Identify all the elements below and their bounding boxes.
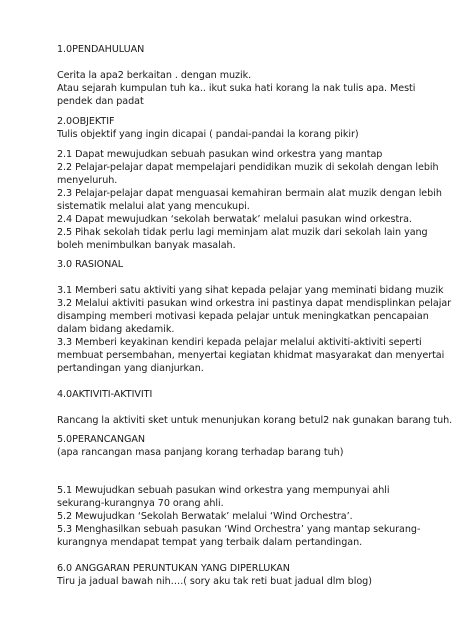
document-line: Cerita la apa2 berkaitan . dengan muzik. xyxy=(57,70,252,81)
document-line: 2.2 Pelajar-pelajar dapat mempelajari pendidikan muzik di sekolah dengan lebih xyxy=(57,162,439,173)
document-line: 3.2 Melalui aktiviti pasukan wind orkestra ini pastinya dapat mendisplinkan pelajar xyxy=(57,298,452,309)
document-line: 5.2 Mewujudkan ‘Sekolah Berwatak’ melalui ‘Wind Orchestra’. xyxy=(57,511,353,522)
document-line: menyeluruh. xyxy=(57,175,118,186)
document-line: 3.3 Memberi keyakinan kendiri kepada pelajar melalui aktiviti-aktiviti seperti xyxy=(57,337,422,348)
document-line: 5.1 Mewujudkan sebuah pasukan wind orkestra yang mempunyai ahli xyxy=(57,485,390,496)
document-line: 6.0 ANGGARAN PERUNTUKAN YANG DIPERLUKAN xyxy=(57,563,290,574)
document-line: 4.0AKTIVITI-AKTIVITI xyxy=(57,389,153,400)
document-line: Atau sejarah kumpulan tuh ka.. ikut suka hati korang la nak tulis apa. Mesti xyxy=(57,83,416,94)
document-line: dalam bidang akedamik. xyxy=(57,324,175,335)
document-line: Rancang la aktiviti sket untuk menunjukan korang betul2 nak gunakan barang tuh. xyxy=(57,415,453,426)
document-line: 2.1 Dapat mewujudkan sebuah pasukan wind orkestra yang mantap xyxy=(57,149,383,160)
document-line: boleh menimbulkan banyak masalah. xyxy=(57,240,236,251)
document-line: Tiru ja jadual bawah nih….( sory aku tak reti buat jadual dlm blog) xyxy=(57,576,372,587)
document-line: 3.0 RASIONAL xyxy=(57,259,124,270)
document-line: (apa rancangan masa panjang korang terhadap barang tuh) xyxy=(57,447,344,458)
document-line: 2.5 Pihak sekolah tidak perlu lagi meminjam alat muzik dari sekolah lain yang xyxy=(57,227,428,238)
document-line: 1.0PENDAHULUAN xyxy=(57,44,145,55)
document-line: 5.3 Menghasilkan sebuah pasukan ‘Wind Orchestra’ yang mantap sekurang- xyxy=(57,524,421,535)
document-line: 3.1 Memberi satu aktiviti yang sihat kepada pelajar yang meminati bidang muzik xyxy=(57,285,444,296)
document-line: sekurang-kurangnya 70 orang ahli. xyxy=(57,498,224,509)
document-line: 5.0PERANCANGAN xyxy=(57,434,146,445)
document-line: pertandingan yang dianjurkan. xyxy=(57,363,204,374)
document-line: kurangnya mendapat tempat yang terbaik dalam pertandingan. xyxy=(57,537,363,548)
document-line: sistematik melalui alat yang mencukupi. xyxy=(57,201,250,212)
document-line: 2.0OBJEKTIF xyxy=(57,116,115,127)
document-line: pendek dan padat xyxy=(57,96,144,107)
document-line: disamping memberi motivasi kepada pelajar untuk meningkatkan pencapaian xyxy=(57,311,429,322)
document-line: 2.4 Dapat mewujudkan ‘sekolah berwatak’ melalui pasukan wind orkestra. xyxy=(57,214,412,225)
document-line: 2.3 Pelajar-pelajar dapat menguasai kemahiran bermain alat muzik dengan lebih xyxy=(57,188,442,199)
document-line: Tulis objektif yang ingin dicapai ( pandai-pandai la korang pikir) xyxy=(57,129,359,140)
document-line: membuat persembahan, menyertai kegiatan khidmat masyarakat dan menyertai xyxy=(57,350,445,361)
